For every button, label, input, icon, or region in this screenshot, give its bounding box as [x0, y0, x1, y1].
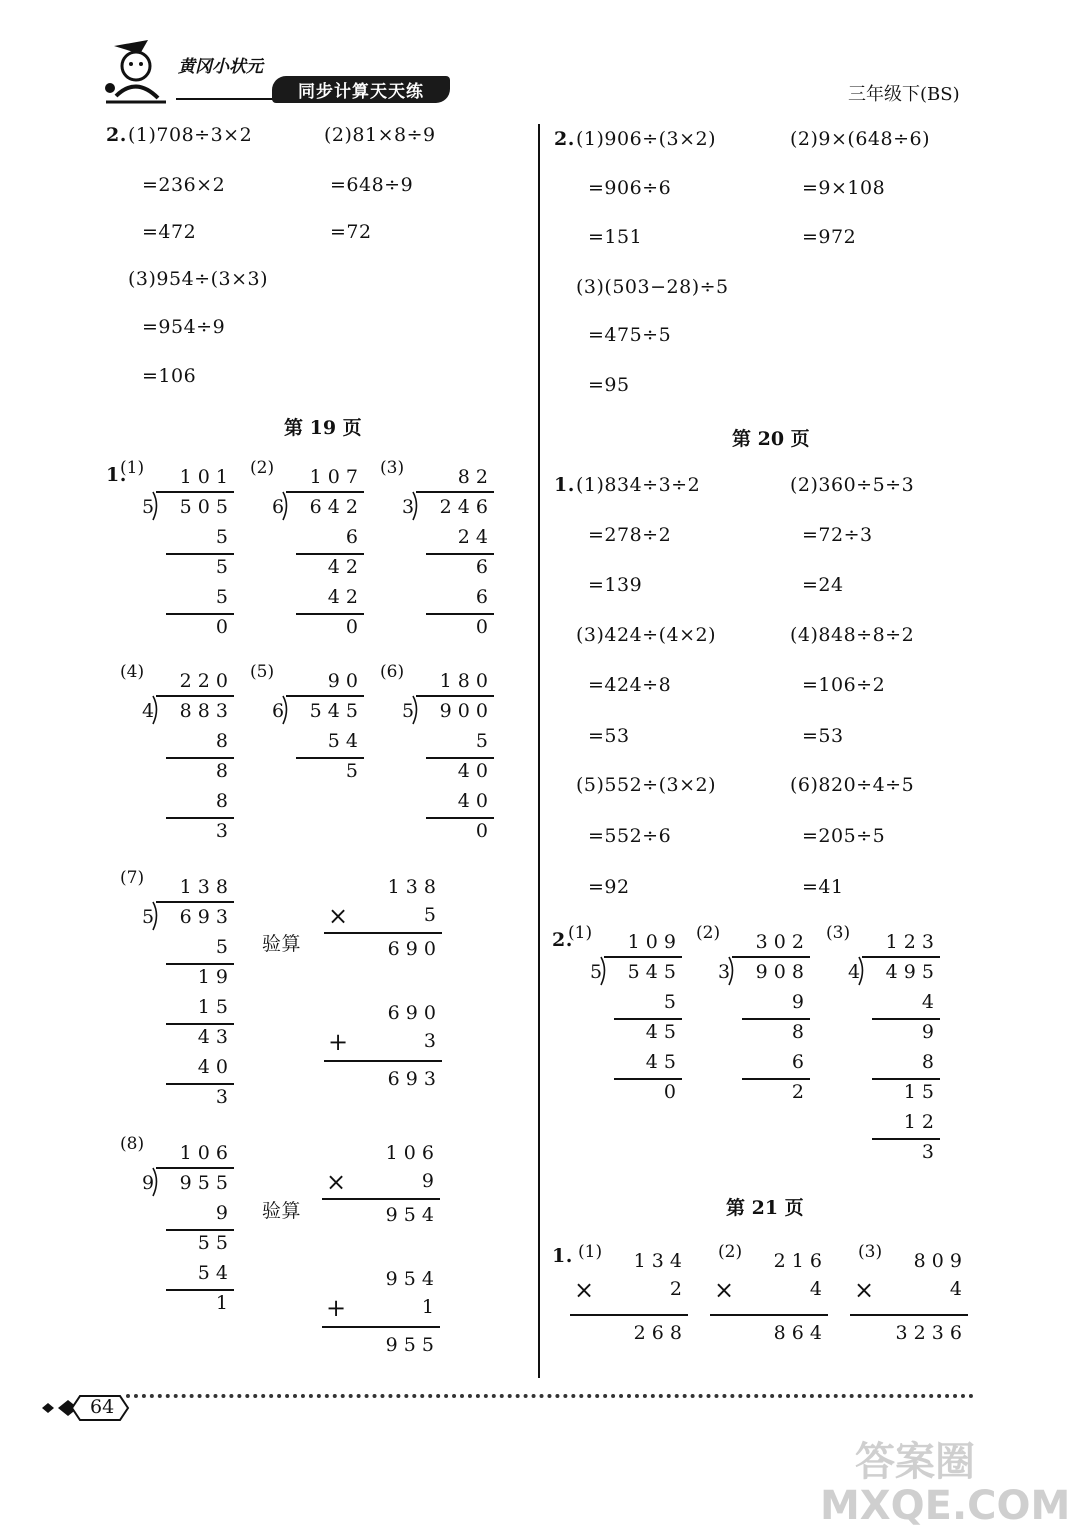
left-div-7-rule-2: [166, 1023, 234, 1025]
series-tag: 同步计算天天练: [272, 76, 450, 103]
mult-2-r: 8 6 4: [773, 1322, 822, 1344]
left-div-7-step-2: 1 5: [197, 996, 228, 1018]
left-div-3-step-1: 6: [475, 556, 488, 578]
left-div-3-step-3: 0: [475, 616, 488, 638]
left-div-6-dividend: 9 0 0: [439, 700, 488, 722]
check-7-op1: ×: [328, 902, 349, 930]
mult-1-op: ×: [574, 1276, 595, 1304]
right-div-3-step-2: 8: [921, 1051, 934, 1073]
mult-2-rule: [710, 1314, 828, 1316]
left-q2-3-step2: =106: [142, 365, 197, 387]
right-div-2-label: (2): [696, 923, 721, 943]
left-div-7-step-0: 5: [215, 936, 228, 958]
right-q2-3-label: (3)(503−28)÷5: [576, 276, 729, 298]
brand-logo: [96, 36, 176, 108]
left-div-1-bar: [156, 491, 234, 493]
right-div-2-quotient: 3 0 2: [755, 931, 804, 953]
left-div-6-step-3: 0: [475, 820, 488, 842]
right-div-3-step-5: 3: [921, 1141, 934, 1163]
check-label-7: 验算: [262, 933, 302, 955]
left-div-4-step-0: 8: [215, 730, 228, 752]
right-div-1-step-3: 0: [663, 1081, 676, 1103]
left-div-5-step-1: 5: [345, 760, 358, 782]
right-div-2-step-1: 8: [791, 1021, 804, 1043]
left-div-5-quotient: 9 0: [327, 670, 358, 692]
right-div-2-step-2: 6: [791, 1051, 804, 1073]
left-div-2-step-0: 6: [345, 526, 358, 548]
left-div-2-dividend: 6 4 2: [309, 496, 358, 518]
right-q2-2-step2: =972: [802, 226, 857, 248]
mult-1-r: 2 6 8: [633, 1322, 682, 1344]
left-div-6-label: (6): [380, 662, 405, 682]
left-div-6-step-2: 4 0: [457, 790, 488, 812]
right-div-3-label: (3): [826, 923, 851, 943]
left-div-8-label: (8): [120, 1134, 145, 1154]
left-div-6-divisor: 5: [402, 700, 415, 722]
right-q1-2-label: (2)360÷5÷3: [790, 474, 915, 496]
left-div-2-step-3: 0: [345, 616, 358, 638]
check-8-rule2: [322, 1326, 440, 1328]
right-div-3-step-3: 1 5: [903, 1081, 934, 1103]
page-20-heading: 第 20 页: [732, 428, 810, 450]
left-div-1-step-0: 5: [215, 526, 228, 548]
left-div-7-label: (7): [120, 868, 145, 888]
left-q2-1-step2: =472: [142, 221, 197, 243]
mult-1-b: 2: [669, 1278, 682, 1300]
right-q1-6-label: (6)820÷4÷5: [790, 774, 915, 796]
left-div-3-divisor: 3: [402, 496, 415, 518]
left-div-5-divisor: 6: [272, 700, 285, 722]
left-div-8-divisor: 9: [142, 1172, 155, 1194]
left-div-7-quotient: 1 3 8: [179, 876, 228, 898]
left-div-3-dividend: 2 4 6: [439, 496, 488, 518]
right-q1-1-step1: =278÷2: [588, 524, 672, 546]
left-div-8-step-3: 1: [215, 1292, 228, 1314]
page-19-heading: 第 19 页: [284, 417, 362, 439]
left-div-3-quotient: 8 2: [457, 466, 488, 488]
check-7-rule1: [324, 932, 442, 934]
mult-2-b: 4: [809, 1278, 822, 1300]
check-7-r1: 6 9 0: [387, 938, 436, 960]
left-div-2-step-1: 4 2: [327, 556, 358, 578]
mult-1-a: 1 3 4: [633, 1250, 682, 1272]
right-div-1-bracket: [600, 956, 610, 986]
left-div-3-label: (3): [380, 458, 405, 478]
right-q2-1-step1: =906÷6: [588, 177, 672, 199]
check-7-op2: +: [328, 1028, 349, 1056]
left-div-3-step-2: 6: [475, 586, 488, 608]
left-div-8-step-2: 5 4: [197, 1262, 228, 1284]
mult-3-b: 4: [949, 1278, 962, 1300]
left-div-8-bracket: [152, 1167, 162, 1197]
mascot-icon: [96, 36, 176, 108]
left-q2-3-step1: =954÷9: [142, 316, 226, 338]
left-div-1-divisor: 5: [142, 496, 155, 518]
right-div-3-rule-2: [872, 1078, 940, 1080]
check-8-r1: 9 5 4: [385, 1204, 434, 1226]
right-div-2-dividend: 9 0 8: [755, 961, 804, 983]
left-div-1-step-2: 5: [215, 586, 228, 608]
right-div-3-bracket: [858, 956, 868, 986]
left-div-6-quotient: 1 8 0: [439, 670, 488, 692]
left-div-4-rule-0: [166, 757, 234, 759]
right-div-3-rule-0: [872, 1018, 940, 1020]
left-div-6-rule-0: [426, 757, 494, 759]
right-q1-5-step2: =92: [588, 876, 630, 898]
right-q2-3-step2: =95: [588, 374, 630, 396]
left-div-4-bracket: [152, 695, 162, 725]
left-div-8-bar: [156, 1167, 234, 1169]
check-7-a: 1 3 8: [387, 876, 436, 898]
mult-1-rule: [570, 1314, 688, 1316]
right-q1-5-step1: =552÷6: [588, 825, 672, 847]
left-div-7-bar: [156, 901, 234, 903]
check-label-8: 验算: [262, 1200, 302, 1222]
mult-3-op: ×: [854, 1276, 875, 1304]
left-div-4-dividend: 8 8 3: [179, 700, 228, 722]
right-q2-number: 2.: [554, 128, 575, 150]
right-q1-4-step2: =53: [802, 725, 844, 747]
left-q2-2-label: (2)81×8÷9: [324, 124, 436, 146]
left-q1-number: 1.: [106, 464, 127, 486]
right-q1-3-step1: =424÷8: [588, 674, 672, 696]
right-div-2-divisor: 3: [718, 961, 731, 983]
right-div-1-step-0: 5: [663, 991, 676, 1013]
left-div-8-step-0: 9: [215, 1202, 228, 1224]
footer-dotted-rule: [126, 1394, 974, 1398]
check-7-e: 3: [423, 1030, 436, 1052]
left-div-4-bar: [156, 695, 234, 697]
right-div-1-step-2: 4 5: [645, 1051, 676, 1073]
diamond-badge-icon: [40, 1392, 130, 1424]
left-div-7-step-4: 4 0: [197, 1056, 228, 1078]
left-div-7-dividend: 6 9 3: [179, 906, 228, 928]
grade-label: 三年级下(BS): [848, 84, 960, 105]
right-div-3-step-1: 9: [921, 1021, 934, 1043]
left-q2-2-step1: =648÷9: [330, 174, 414, 196]
right-q1-4-step1: =106÷2: [802, 674, 886, 696]
left-div-1-label: (1): [120, 458, 145, 478]
left-q2-1-label: (1)708÷3×2: [128, 124, 253, 146]
left-div-2-rule-2: [296, 613, 364, 615]
check-8-b: 9: [421, 1170, 434, 1192]
right-q2-1-label: (1)906÷(3×2): [576, 128, 717, 150]
right-div-3-bar: [862, 956, 940, 958]
left-div-5-rule-0: [296, 757, 364, 759]
left-div-7-divisor: 5: [142, 906, 155, 928]
left-div-2-step-2: 4 2: [327, 586, 358, 608]
left-div-2-rule-0: [296, 553, 364, 555]
right-div-2-step-3: 2: [791, 1081, 804, 1103]
right-div-3-divisor: 4: [848, 961, 861, 983]
left-div-3-bar: [416, 491, 494, 493]
left-div-8-quotient: 1 0 6: [179, 1142, 228, 1164]
mult-3-r: 3 2 3 6: [895, 1322, 962, 1344]
left-div-8-rule-2: [166, 1289, 234, 1291]
left-div-4-quotient: 2 2 0: [179, 670, 228, 692]
right-div-1-divisor: 5: [590, 961, 603, 983]
check-7-rule2: [324, 1060, 442, 1062]
left-div-1-rule-0: [166, 553, 234, 555]
left-div-4-step-2: 8: [215, 790, 228, 812]
left-div-5-label: (5): [250, 662, 275, 682]
left-div-1-quotient: 1 0 1: [179, 466, 228, 488]
left-div-7-rule-4: [166, 1083, 234, 1085]
right-div-1-rule-2: [614, 1078, 682, 1080]
right-q2-2-step1: =9×108: [802, 177, 886, 199]
check-8-op1: ×: [326, 1168, 347, 1196]
right-div-3-quotient: 1 2 3: [885, 931, 934, 953]
left-div-8-rule-0: [166, 1229, 234, 1231]
left-q2-number: 2.: [106, 124, 127, 146]
left-div-4-step-3: 3: [215, 820, 228, 842]
right-q2-3-step1: =475÷5: [588, 324, 672, 346]
column-divider: [538, 124, 540, 1378]
left-div-5-bracket: [282, 695, 292, 725]
brand-title: 黄冈小状元: [178, 57, 263, 77]
mult-2-op: ×: [714, 1276, 735, 1304]
right-div-1-quotient: 1 0 9: [627, 931, 676, 953]
left-div-7-step-5: 3: [215, 1086, 228, 1108]
left-div-8-step-1: 5 5: [197, 1232, 228, 1254]
left-div-2-quotient: 1 0 7: [309, 466, 358, 488]
left-div-2-bracket: [282, 491, 292, 521]
right-div-1-bar: [604, 956, 682, 958]
left-div-3-step-0: 2 4: [457, 526, 488, 548]
left-div-7-step-3: 4 3: [197, 1026, 228, 1048]
left-div-3-rule-2: [426, 613, 494, 615]
left-div-6-rule-2: [426, 817, 494, 819]
right-div-2-bar: [732, 956, 810, 958]
page-number-badge: [40, 1392, 130, 1424]
left-div-5-step-0: 5 4: [327, 730, 358, 752]
check-8-c: 9 5 4: [385, 1268, 434, 1290]
right-div-2-bracket: [728, 956, 738, 986]
left-q2-1-step1: =236×2: [142, 174, 226, 196]
right-div-3-step-0: 4: [921, 991, 934, 1013]
right-q2-1-step2: =151: [588, 226, 643, 248]
mult-1-label: (1): [578, 1242, 603, 1262]
left-div-3-bracket: [412, 491, 422, 521]
check-8-op2: +: [326, 1294, 347, 1322]
left-div-4-label: (4): [120, 662, 145, 682]
right-q1-4-label: (4)848÷8÷2: [790, 624, 915, 646]
left-div-8-dividend: 9 5 5: [179, 1172, 228, 1194]
right-div-2-step-0: 9: [791, 991, 804, 1013]
page-number: 64: [90, 1396, 115, 1418]
right-div-3-rule-4: [872, 1138, 940, 1140]
right-div-1-label: (1): [568, 923, 593, 943]
right-div-3-dividend: 4 9 5: [885, 961, 934, 983]
right-q1-2-step2: =24: [802, 574, 844, 596]
header-line: [176, 98, 276, 100]
left-div-2-divisor: 6: [272, 496, 285, 518]
right-div-3-step-4: 1 2: [903, 1111, 934, 1133]
left-div-7-step-1: 1 9: [197, 966, 228, 988]
left-div-6-bracket: [412, 695, 422, 725]
check-8-a: 1 0 6: [385, 1142, 434, 1164]
right-q1-6-step1: =205÷5: [802, 825, 886, 847]
check-7-c: 6 9 0: [387, 1002, 436, 1024]
left-div-7-rule-0: [166, 963, 234, 965]
mult-2-label: (2): [718, 1242, 743, 1262]
right-q1-2-step1: =72÷3: [802, 524, 873, 546]
right-q1-number: 1.: [554, 474, 575, 496]
mult-3-a: 8 0 9: [913, 1250, 962, 1272]
check-7-r2: 6 9 3: [387, 1068, 436, 1090]
right-div-1-rule-0: [614, 1018, 682, 1020]
right-q2b-number: 2.: [552, 929, 573, 951]
left-q2-2-step2: =72: [330, 221, 372, 243]
right-div-1-dividend: 5 4 5: [627, 961, 676, 983]
left-div-2-label: (2): [250, 458, 275, 478]
right-div-2-rule-0: [742, 1018, 810, 1020]
left-div-4-rule-2: [166, 817, 234, 819]
right-div-2-rule-2: [742, 1078, 810, 1080]
right-q1-1-label: (1)834÷3÷2: [576, 474, 701, 496]
left-div-7-bracket: [152, 901, 162, 931]
check-7-b: 5: [423, 904, 436, 926]
check-8-e: 1: [421, 1296, 434, 1318]
right-q1-6-step2: =41: [802, 876, 844, 898]
watermark: 答案圈 MXQE.COM: [820, 1439, 1070, 1529]
left-div-1-bracket: [152, 491, 162, 521]
page-21-heading: 第 21 页: [726, 1197, 804, 1219]
right-q1-3-label: (3)424÷(4×2): [576, 624, 717, 646]
left-div-4-divisor: 4: [142, 700, 155, 722]
left-div-1-step-1: 5: [215, 556, 228, 578]
right-q1-1-step2: =139: [588, 574, 643, 596]
right-q1c-number: 1.: [552, 1245, 573, 1267]
check-8-rule1: [322, 1198, 440, 1200]
left-div-1-step-3: 0: [215, 616, 228, 638]
left-div-5-dividend: 5 4 5: [309, 700, 358, 722]
mult-3-label: (3): [858, 1242, 883, 1262]
left-div-3-rule-0: [426, 553, 494, 555]
right-div-1-step-1: 4 5: [645, 1021, 676, 1043]
left-div-5-bar: [286, 695, 364, 697]
mult-3-rule: [850, 1314, 968, 1316]
left-div-1-rule-2: [166, 613, 234, 615]
left-div-6-step-0: 5: [475, 730, 488, 752]
left-div-4-step-1: 8: [215, 760, 228, 782]
mult-2-a: 2 1 6: [773, 1250, 822, 1272]
right-q1-3-step2: =53: [588, 725, 630, 747]
right-q2-2-label: (2)9×(648÷6): [790, 128, 931, 150]
check-8-r2: 9 5 5: [385, 1334, 434, 1356]
right-q1-5-label: (5)552÷(3×2): [576, 774, 717, 796]
left-div-2-bar: [286, 491, 364, 493]
left-q2-3-label: (3)954÷(3×3): [128, 268, 269, 290]
left-div-6-step-1: 4 0: [457, 760, 488, 782]
left-div-1-dividend: 5 0 5: [179, 496, 228, 518]
left-div-6-bar: [416, 695, 494, 697]
